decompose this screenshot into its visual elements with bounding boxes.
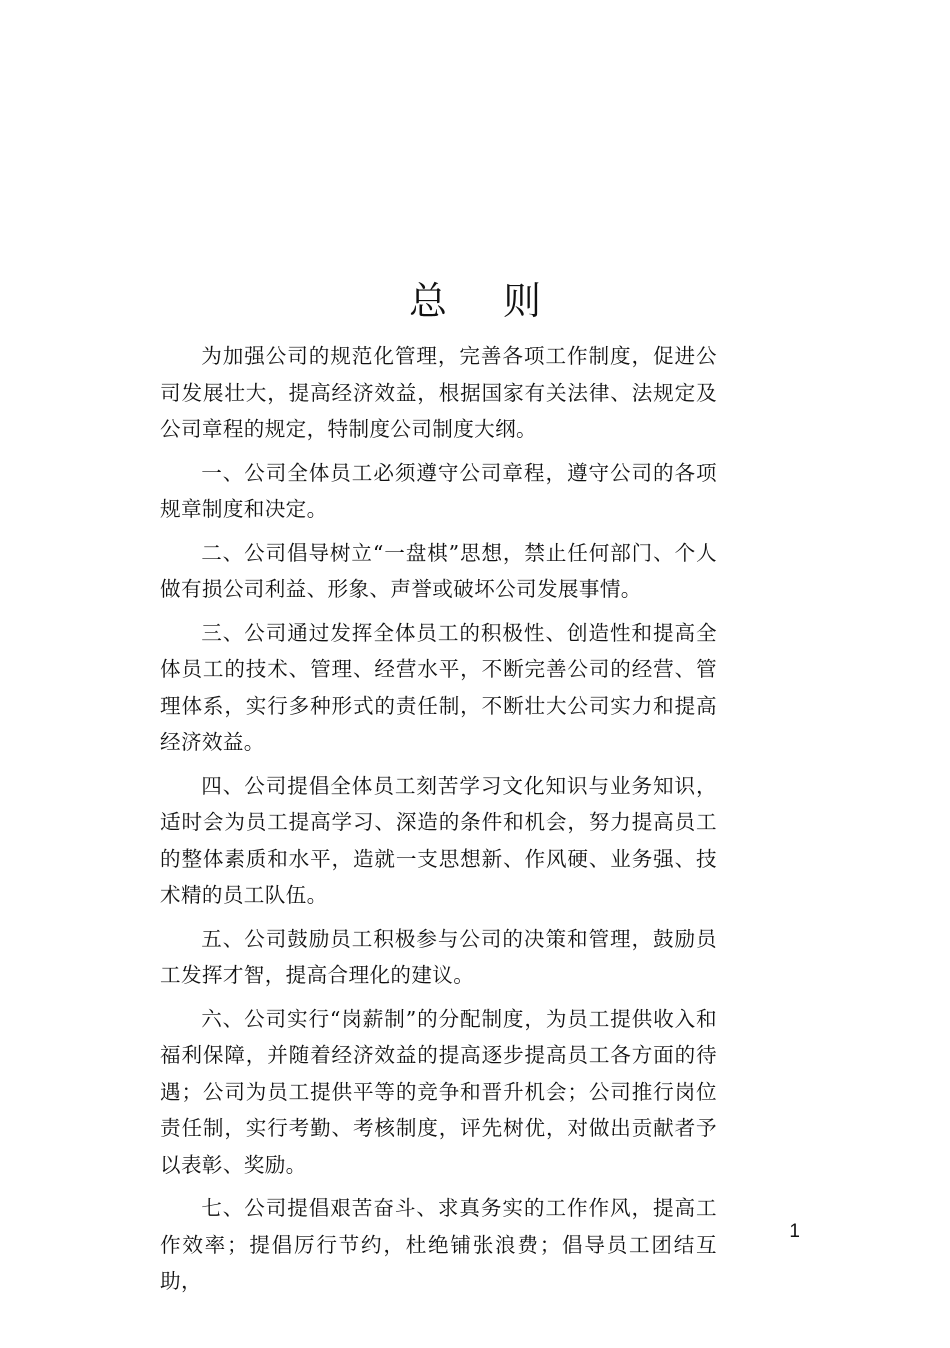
paragraph-article-1: 一、公司全体员工必须遵守公司章程，遵守公司的各项规章制度和决定。 <box>160 460 717 521</box>
paragraph-article-5: 五、公司鼓励员工积极参与公司的决策和管理，鼓励员工发挥才智，提高合理化的建议。 <box>160 926 717 987</box>
paragraph-article-7: 七、公司提倡艰苦奋斗、求真务实的工作作风，提高工作效率；提倡厉行节约，杜绝铺张浪费；倡导员工团结互助， <box>160 1196 717 1293</box>
paragraph-article-4: 四、公司提倡全体员工刻苦学习文化知识与业务知识，适时会为员工提高学习、深造的条件和机会，努力提高员工的整体素质和水平，造就一支思想新、作风硬、业务强、技术精的员工队伍。 <box>160 773 717 907</box>
paragraph-article-2: 二、公司倡导树立“一盘棋”思想，禁止任何部门、个人做有损公司利益、形象、声誉或破坏公司发展事情。 <box>160 540 717 601</box>
page-number: 1 <box>789 1221 800 1242</box>
paragraph-article-3: 三、公司通过发挥全体员工的积极性、创造性和提高全体员工的技术、管理、经营水平，不断完善公司的经营、管理体系，实行多种形式的责任制，不断壮大公司实力和提高经济效益。 <box>160 620 717 754</box>
document-body <box>160 338 717 1307</box>
paragraph-article-6: 六、公司实行“岗薪制”的分配制度，为员工提供收入和福利保障，并随着经济效益的提高逐步提高员工各方面的待遇；公司为员工提供平等的竞争和晋升机会；公司推行岗位责任制，实行考勤、考核制度，评先树优，对做出贡献者予以表彰、奖励。 <box>160 1006 717 1177</box>
paragraph-intro: 为加强公司的规范化管理，完善各项工作制度，促进公司发展壮大，提高经济效益，根据国家有关法律、法规定及公司章程的规定，特制度公司制度大纲。 <box>160 344 717 441</box>
document-title: 总则 <box>408 279 597 324</box>
